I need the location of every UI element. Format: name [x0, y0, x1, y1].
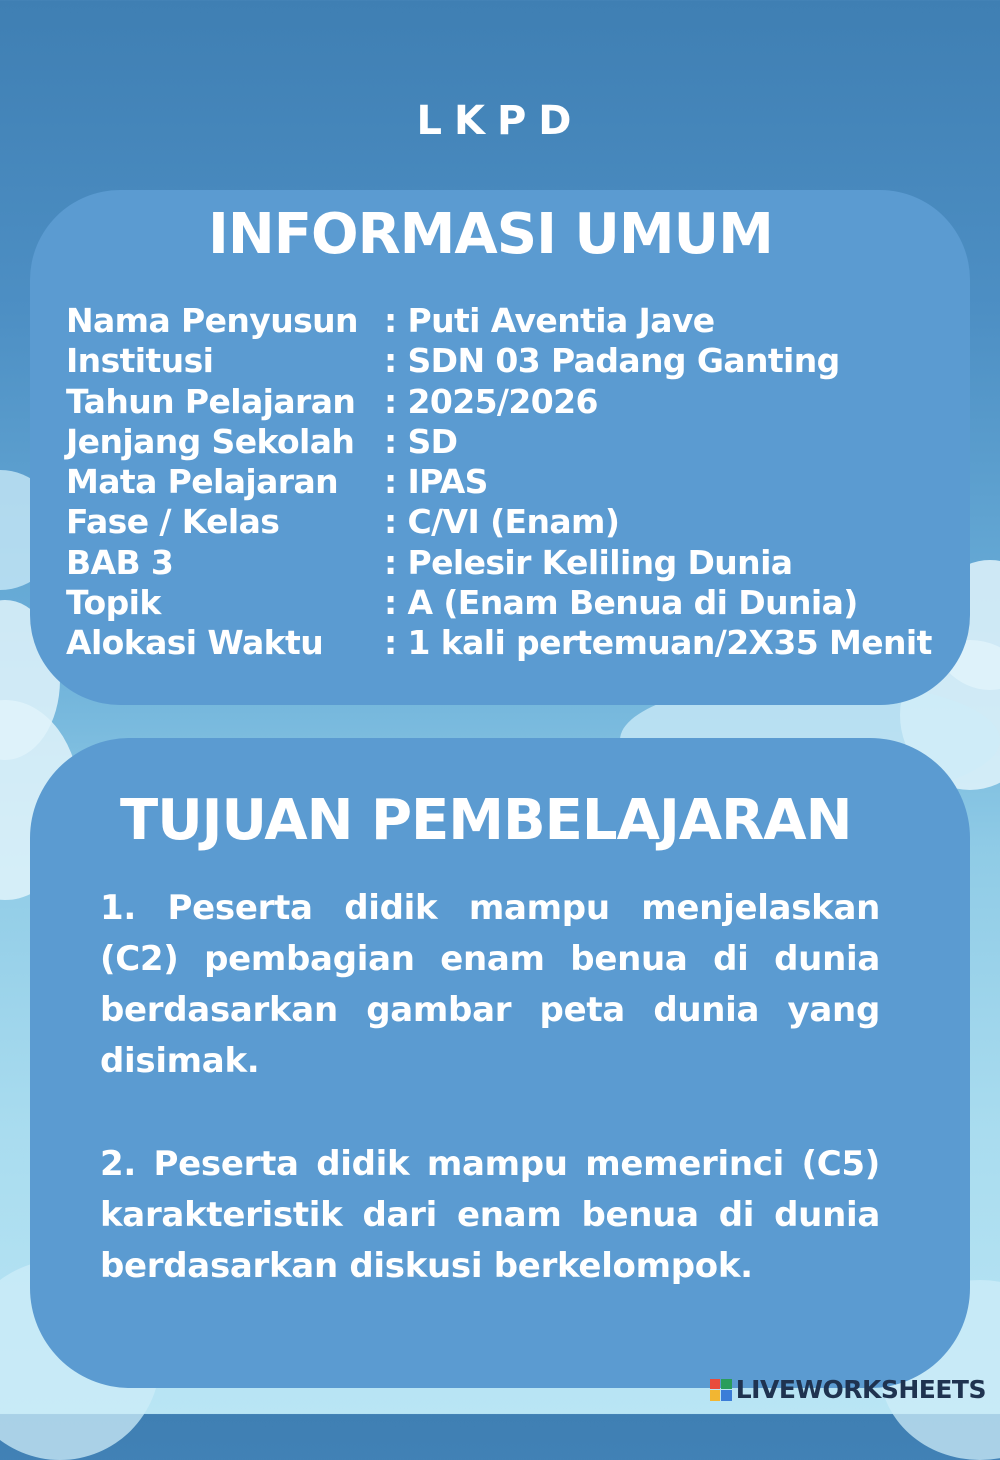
page-title: LKPD [416, 98, 584, 144]
info-label: Mata Pelajaran [66, 462, 339, 502]
info-row-mapel [66, 462, 932, 502]
brand-name: LIVEWORKSHEETS [735, 1375, 986, 1404]
info-value: : IPAS [384, 462, 488, 502]
info-row-fase [66, 502, 932, 542]
info-value: : SDN 03 Padang Ganting [384, 341, 840, 381]
info-row-jenjang [66, 422, 932, 462]
goal-item: 1. Peserta didik mampu menjelaskan (C2) pembagian enam benua di dunia berdasarkan gambar peta dunia yang disimak. [100, 888, 880, 1081]
info-row-alokasi [66, 623, 932, 663]
info-label: Jenjang Sekolah [66, 421, 355, 461]
info-value: : 2025/2026 [384, 381, 598, 421]
liveworksheets-brand[interactable] [710, 1375, 986, 1404]
info-row-penyusun [66, 301, 932, 341]
info-row-tahun [66, 382, 932, 422]
info-card-title: INFORMASI UMUM [208, 202, 773, 267]
goal-item: 2. Peserta didik mampu memerinci (C5) karakteristik dari enam benua di dunia berdasarkan diskusi berkelompok. [100, 1144, 880, 1286]
info-value: : Pelesir Keliling Dunia [384, 542, 793, 582]
info-label: BAB 3 [66, 542, 174, 582]
info-row-institusi [66, 341, 932, 381]
info-value: : Puti Aventia Jave [384, 301, 715, 340]
goals-card-title: TUJUAN PEMBELAJARAN [120, 788, 852, 853]
info-label: Fase / Kelas [66, 502, 280, 542]
liveworksheets-logo-icon [710, 1379, 732, 1401]
info-row-bab [66, 543, 932, 583]
goals-list [100, 883, 880, 1344]
info-label: Topik [66, 583, 161, 623]
info-value: : C/VI (Enam) [384, 502, 620, 542]
info-row-topik [66, 583, 932, 623]
info-card [30, 190, 970, 705]
goals-card [30, 738, 970, 1388]
info-value: : 1 kali pertemuan/2X35 Menit [384, 623, 932, 663]
info-value: : A (Enam Benua di Dunia) [384, 583, 858, 623]
info-label: Tahun Pelajaran [66, 381, 356, 421]
info-list [66, 301, 932, 664]
info-value: : SD [384, 421, 458, 461]
info-label: Institusi [66, 341, 214, 381]
info-label: Nama Penyusun [66, 301, 358, 340]
info-label: Alokasi Waktu [66, 623, 324, 663]
